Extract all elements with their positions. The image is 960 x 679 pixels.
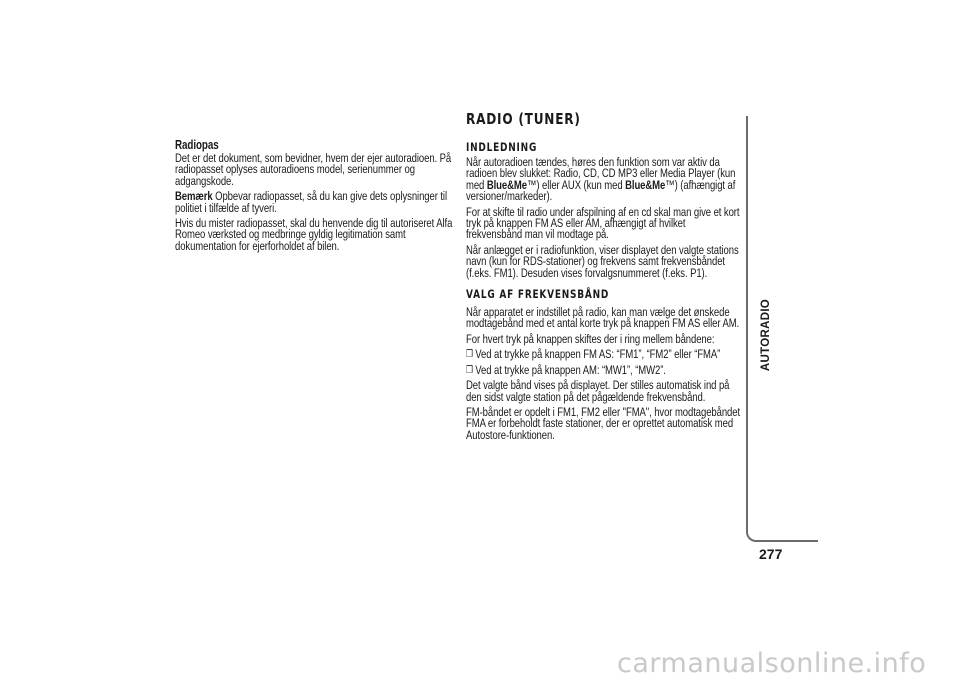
left-column (175, 138, 455, 256)
intro-paragraph-1 (466, 157, 742, 203)
chapter-tab-text: AUTORADIO (760, 298, 773, 372)
band-paragraph-2: For hvert tryk på knappen skiftes der i ring mellem båndene: (466, 331, 715, 346)
loss-paragraph: Hvis du mister radiopasset, skal du henvende dig til autoriseret Alfa Romeo værksted og medbringe gyldig legitimation samt dokumentation for ejerforholdet af bilen. (175, 216, 453, 253)
chapter-tab-label (756, 270, 776, 400)
intro-text-a: Når autoradioen tændes, høres den funktion som var aktiv da radioen blev slukket: Radio, CD, CD MP3 eller Media Player (kun med (466, 155, 736, 192)
bullet-item-am (466, 362, 742, 377)
band-heading: VALG AF FREKVENSBÅND (466, 287, 610, 302)
checkbox-bullet-icon: ❒ (466, 364, 473, 376)
note-paragraph (175, 191, 455, 214)
intro-text-c: ™) (afhængigt af versioner/markeder). (466, 177, 736, 204)
page-number: 277 (759, 546, 783, 562)
intro-text-b: ™) eller AUX (kun med (526, 177, 626, 192)
intro-paragraph-2: For at skifte til radio under afspilning af en cd skal man give et kort tryk på knappen FM AS eller AM, afhængigt af hvilket frekvensbånd man vil modtage på. (466, 204, 740, 242)
brand-blueme-1: Blue&Me (486, 177, 527, 192)
note-text: Opbevar radiopasset, så du kan give dets oplysninger til politiet i tilfælde af tyveri. (175, 189, 448, 215)
bullet-text-am: Ved at trykke på knappen AM: “MW1”, “MW2”. (475, 362, 666, 377)
note-label: Bemærk (175, 189, 213, 204)
brand-blueme-2: Blue&Me (625, 177, 666, 192)
band-paragraph-1: Når apparatet er indstillet på radio, kan man vælge det ønskede modtagebånd med et antal korte tryk på knappen FM AS eller AM. (466, 305, 740, 331)
intro-heading: INDLEDNING (466, 140, 538, 154)
right-column (466, 110, 742, 445)
bullet-item-fm (466, 349, 742, 360)
radiopas-title: Radiopas (175, 138, 219, 152)
checkbox-bullet-icon: ❒ (466, 349, 473, 361)
section-title: RADIO (TUNER) (466, 110, 581, 128)
band-paragraph-4: FM-båndet er opdelt i FM1, FM2 eller "FMA", hvor modtagebåndet FMA er forbeholdt faste stationer, der er oprettet automatisk med Autostore-funktionen. (466, 404, 741, 442)
watermark: carmanualsonline.info (617, 648, 927, 679)
radiopas-paragraph: Det er det dokument, som bevidner, hvem der ejer autoradioen. På radiopasset oplyses autoradioens model, serienummer og adgangskode. (175, 151, 452, 188)
band-paragraph-3: Det valgte bånd vises på displayet. Der stilles automatisk ind på den sidst valgte station på det pågældende frekvensbånd. (466, 378, 730, 404)
bullet-text-fm: Ved at trykke på knappen FM AS: “FM1”, “FM2” eller “FMA” (475, 347, 721, 362)
intro-paragraph-3: Når anlægget er i radiofunktion, viser displayet den valgte stations navn (kun for RDS-stationer) og frekvens samt frekvensbåndet (f.eks. FM1). Desuden vises forvalgsnummeret (f.eks. P1). (466, 242, 739, 280)
